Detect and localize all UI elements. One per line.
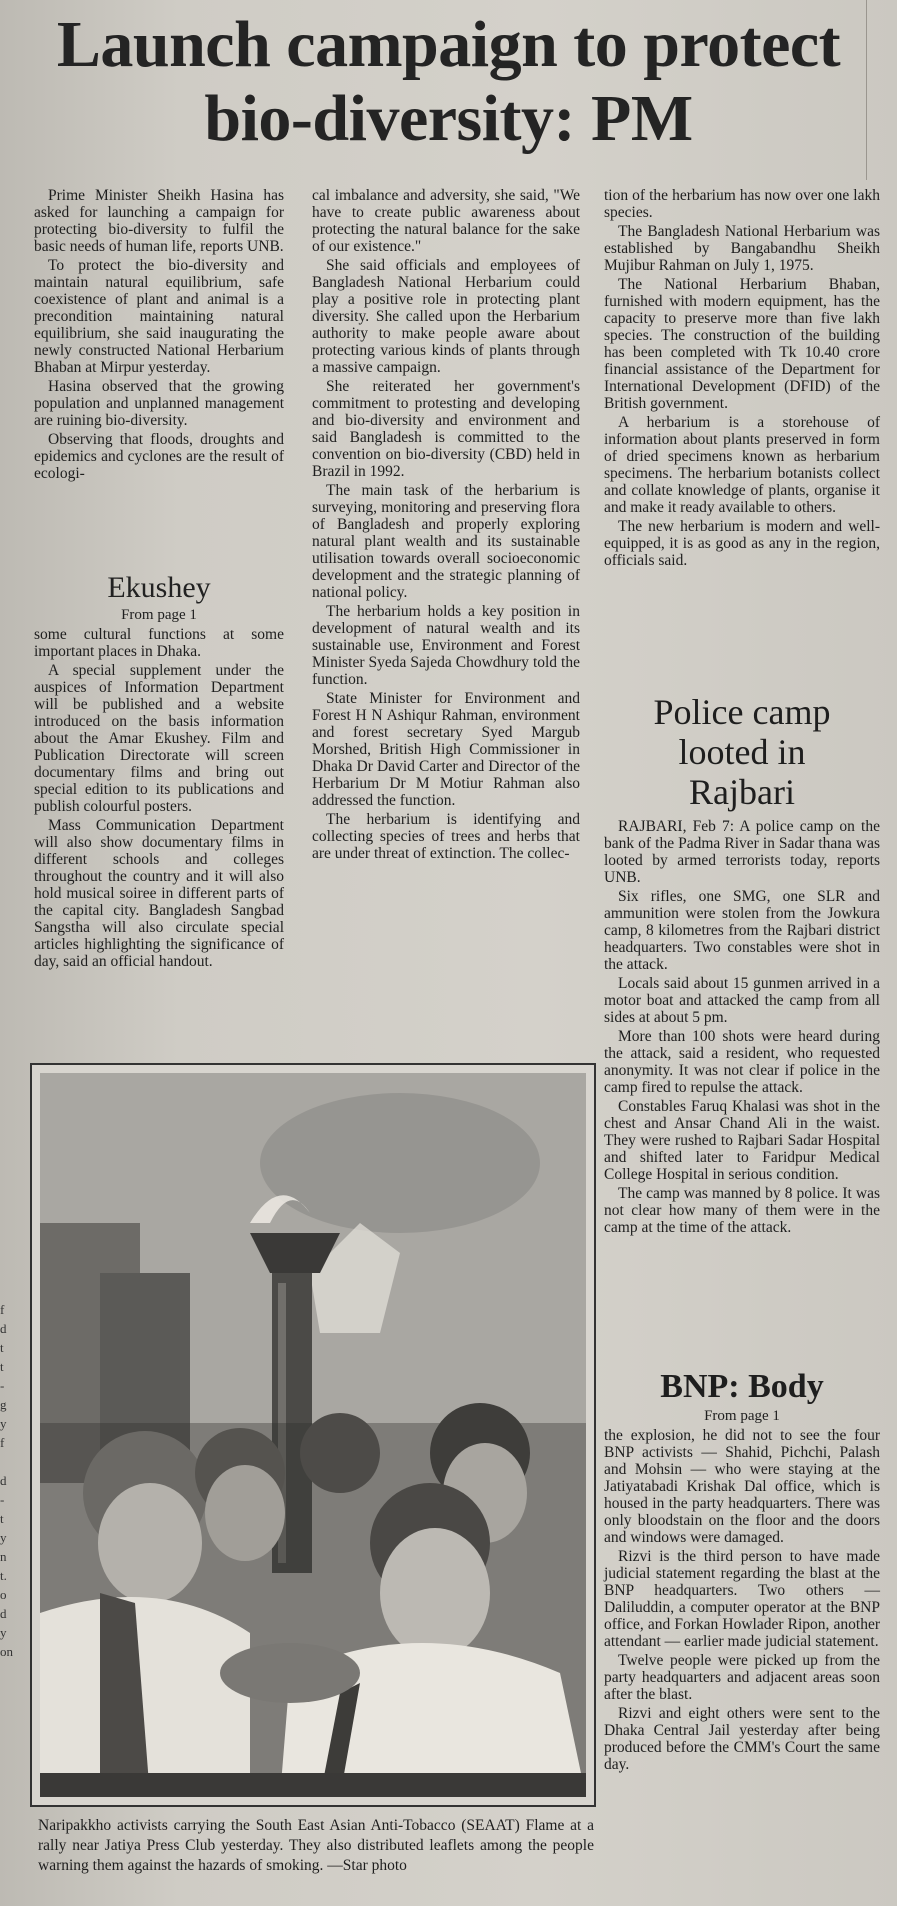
edge-fragment: [0, 1452, 14, 1471]
police-paragraph: RAJBARI, Feb 7: A police camp on the bank of the Padma River in Sadar thana was looted by armed terrorists today, reports UNB.: [604, 818, 880, 886]
edge-fragment: -: [0, 1378, 5, 1393]
police-paragraph: Locals said about 15 gunmen arrived in a motor boat and attacked the camp from all sides at about 5 pm.: [604, 975, 880, 1026]
story-paragraph: A herbarium is a storehouse of information about plants preserved in form of dried specimens known as herbarium specimens. The herbarium botanists collect and collate knowledge of plants, organise it and make it ready available to others.: [604, 414, 880, 516]
headline-line-2: bio-diversity: PM: [204, 82, 693, 155]
bnp-paragraph: the explosion, he did not to see the four BNP activists — Shahid, Pichchi, Palash and Mohsin — who were staying at the Jatiyatabadi Krishak Dal office, which is housed in the party headquarters. There was only bloodstain on the floor and the doors and windows were damaged.: [604, 1427, 880, 1546]
bnp-paragraph: Rizvi and eight others were sent to the Dhaka Central Jail yesterday after being produced before the CMM's Court the same day.: [604, 1705, 880, 1773]
edge-fragment: n: [0, 1549, 7, 1564]
story-paragraph: The herbarium is identifying and collecting species of trees and herbs that are under threat of extinction. The collec-: [312, 811, 580, 862]
story-paragraph: The main task of the herbarium is surveying, monitoring and preserving flora of Bangladesh and properly exploring natural plant wealth and its sustainable utilisation towards overall socioeconomic development and the strategic planning of national policy.: [312, 482, 580, 601]
story-paragraph: State Minister for Environment and Forest H N Ashiqur Rahman, environment and forest secretary Syed Margub Morshed, British High Commissioner in Dhaka Dr David Carter and Director of the Herbarium Dr M Motiur Rahman also addressed the function.: [312, 690, 580, 809]
police-headline-line-2: looted in: [678, 732, 806, 772]
story-paragraph: The herbarium holds a key position in development of natural wealth and its sustainable use, Environment and Forest Minister Syeda Sajeda Chowdhury told the function.: [312, 603, 580, 688]
main-story-column-2: [312, 187, 580, 864]
story-paragraph: tion of the herbarium has now over one lakh species.: [604, 187, 880, 221]
police-camp-article: [604, 692, 880, 1238]
bnp-body-article: [604, 1368, 880, 1775]
news-photo-frame: [30, 1063, 596, 1807]
edge-fragment: t: [0, 1340, 4, 1355]
police-camp-headline: [604, 692, 880, 812]
edge-fragment: o: [0, 1587, 7, 1602]
edge-fragment: f: [0, 1302, 5, 1317]
edge-fragment: y: [0, 1625, 7, 1640]
story-paragraph: Observing that floods, droughts and epidemics and cyclones are the result of ecologi-: [34, 431, 284, 482]
headline-line-1: Launch campaign to protect: [56, 8, 841, 81]
police-paragraph: Six rifles, one SMG, one SLR and ammunition were stolen from the Jowkura camp, 8 kilometres from the Rajbari district headquarters. Two constables were shot in the attack.: [604, 888, 880, 973]
police-paragraph: More than 100 shots were heard during the attack, said a resident, who requested anonymity. It was not clear if police in the camp fired to repulse the attack.: [604, 1028, 880, 1096]
edge-fragment: d: [0, 1606, 7, 1621]
edge-fragment: t: [0, 1511, 4, 1526]
ekushey-continued-label: From page 1: [121, 607, 197, 623]
edge-fragment: y: [0, 1416, 7, 1431]
edge-fragment: f: [0, 1435, 5, 1450]
police-paragraph: Constables Faruq Khalasi was shot in the chest and Ansar Chand Ali in the waist. They were rushed to Rajbari Sadar Hospital and shifted later to Faridpur Medical College Hospital in serious condition.: [604, 1098, 880, 1183]
bnp-paragraph: Twelve people were picked up from the party headquarters and adjacent areas soon after the blast.: [604, 1652, 880, 1703]
torch-rally-photo: [40, 1073, 586, 1797]
bnp-paragraph: Rizvi is the third person to have made judicial statement regarding the blast at the BNP headquarters. Two others — Daliluddin, a computer operator at the BNP office, and Forkan Howlader Ripon, another attendant — earlier made judicial statement.: [604, 1548, 880, 1650]
edge-fragment: d: [0, 1473, 7, 1488]
story-paragraph: She reiterated her government's commitment to protesting and developing and bio-diversity and environment and said Bangladesh is committed to the convention on bio-diversity (CBD) held in Brazil in 1992.: [312, 378, 580, 480]
photo-caption: Naripakkho activists carrying the South East Asian Anti-Tobacco (SEAAT) Flame at a rally near Jatiya Press Club yesterday. They also distributed leaflets among the people warning them against the hazards of smoking. —Star photo: [38, 1817, 594, 1874]
adjacent-column-fragments: [0, 1300, 14, 1661]
story-paragraph: cal imbalance and adversity, she said, "We have to create public awareness about protecting the natural balance for the sake of our existence.": [312, 187, 580, 255]
edge-fragment: d: [0, 1321, 7, 1336]
edge-fragment: -: [0, 1492, 5, 1507]
story-paragraph: To protect the bio-diversity and maintain natural equilibrium, safe coexistence of plant and animal is a precondition maintaining natural equilibrium, she said inaugurating the newly constructed National Herbarium Bhaban at Mirpur yesterday.: [34, 257, 284, 376]
ekushey-title: Ekushey: [107, 571, 211, 604]
ekushey-paragraph: some cultural functions at some important places in Dhaka.: [34, 626, 284, 660]
edge-fragment: g: [0, 1397, 7, 1412]
police-headline-line-3: Rajbari: [689, 772, 795, 812]
main-headline: [0, 8, 897, 156]
ekushey-paragraph: A special supplement under the auspices of Information Department will be published and a website introduced on the basis information about the Amar Ekushey. Film and Publication Directorate will screen documentary films and bring out special edition to its publications and publish colourful posters.: [34, 662, 284, 815]
photo-illustration: [40, 1073, 586, 1797]
story-paragraph: The Bangladesh National Herbarium was established by Bangabandhu Sheikh Mujibur Rahman on July 1, 1975.: [604, 223, 880, 274]
edge-fragment: y: [0, 1530, 7, 1545]
edge-fragment: on: [0, 1644, 13, 1659]
main-story-column-3: [604, 187, 880, 571]
police-headline-line-1: Police camp: [653, 692, 831, 732]
police-paragraph: The camp was manned by 8 police. It was not clear how many of them were in the camp at the time of the attack.: [604, 1185, 880, 1236]
story-paragraph: She said officials and employees of Bangladesh National Herbarium could play a positive role in protecting plant diversity. She called upon the Herbarium authority to make people aware about protecting various kinds of plants through a massive campaign.: [312, 257, 580, 376]
story-paragraph: The new herbarium is modern and well-equipped, it is as good as any in the region, officials said.: [604, 518, 880, 569]
main-story-column-1: [34, 187, 284, 484]
edge-fragment: t.: [0, 1568, 7, 1583]
story-paragraph: Hasina observed that the growing population and unplanned management are ruining bio-diversity.: [34, 378, 284, 429]
ekushey-article: [34, 565, 284, 972]
story-paragraph: Prime Minister Sheikh Hasina has asked for launching a campaign for protecting bio-diversity to fulfil the basic needs of human life, reports UNB.: [34, 187, 284, 255]
bnp-body-title: BNP: Body: [660, 1368, 824, 1405]
story-paragraph: The National Herbarium Bhaban, furnished with modern equipment, has the capacity to preserve more than five lakh species. The construction of the building has been completed with Tk 10.40 crore financial assistance of the Department for International Development (DFID) of the British government.: [604, 276, 880, 412]
edge-fragment: t: [0, 1359, 4, 1374]
ekushey-paragraph: Mass Communication Department will also show documentary films in different schools and colleges throughout the country and it will also hold musical soiree in different parts of the capital city. Bangladesh Sangbad Sangstha will also circulate special articles highlighting the significance of day, said an official handout.: [34, 817, 284, 970]
bnp-continued-label: From page 1: [704, 1408, 780, 1424]
